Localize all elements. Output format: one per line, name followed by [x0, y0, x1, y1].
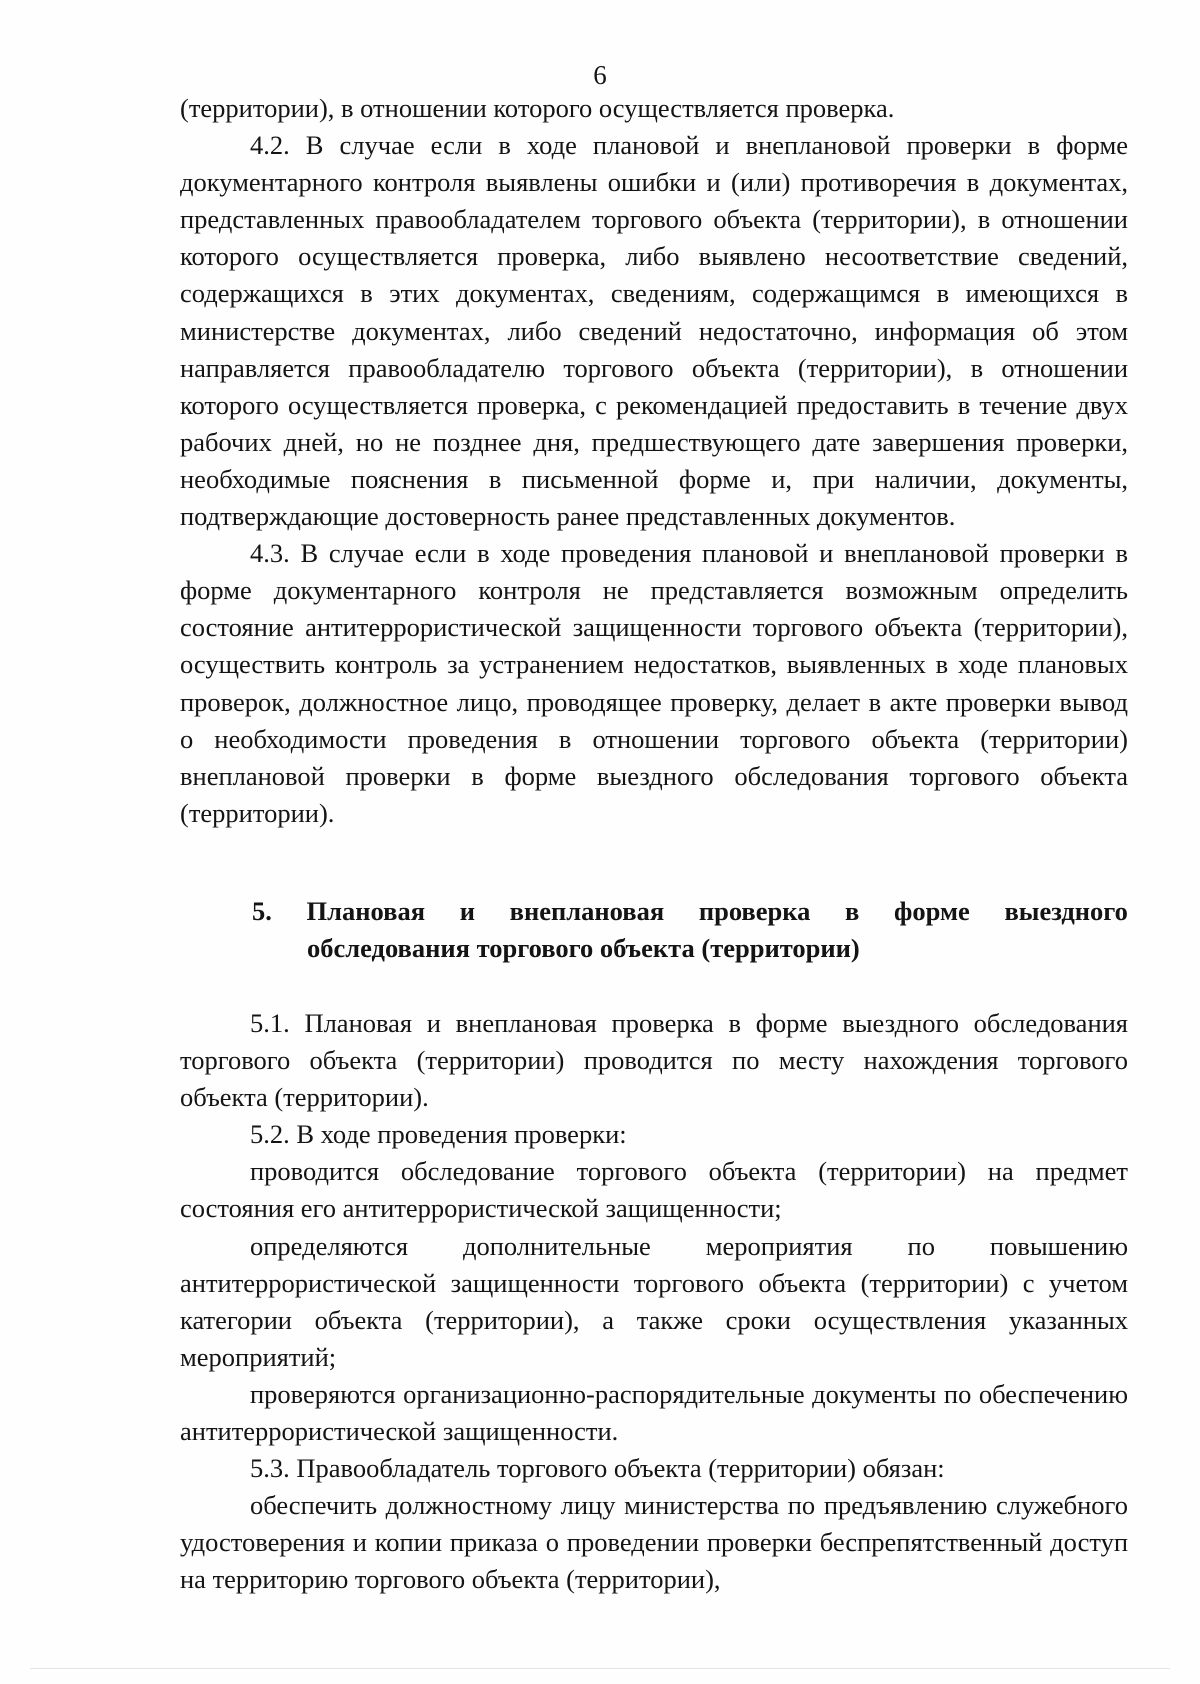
page-number: 6 — [593, 60, 607, 90]
section-5-heading-line-2: обследования торгового объекта (территории) — [307, 933, 860, 963]
section-4-text — [180, 90, 1128, 832]
paragraph-4-1-end: (территории), в отношении которого осуществляется проверка. — [180, 93, 895, 123]
section-5-text — [180, 1005, 1128, 1599]
heading-word: Плановая — [306, 896, 426, 926]
paragraph-5-2-item: определяются дополнительные мероприятия по повышению антитеррористической защищенности торгового объекта (территории) с учетом категории объекта (территории), а также сроки осуществления указанных мероприятий; — [180, 1230, 1128, 1372]
paragraph-4-3: 4.3. В случае если в ходе проведения плановой и внеплановой проверки в форме документарного контроля не представляется возможным определить состояние антитеррористической защищенности торгового объекта (территории), осуществить контроль за устранением недостатков, выявленных в ходе плановых проверок, должностное лицо, проводящее проверку, делает в акте проверки вывод о необходимости проведения в отношении торгового объекта (территории) внеплановой проверки в форме выездного обследования торгового объекта (территории). — [180, 538, 1128, 828]
heading-word: внеплановая — [509, 896, 665, 926]
paragraph-5-2-intro: 5.2. В ходе проведения проверки: — [250, 1119, 627, 1150]
heading-word: выездного — [1004, 896, 1128, 926]
paragraph-5-3-item: обеспечить должностному лицу министерства по предъявлению служебного удостоверения и копии приказа о проведении проверки беспрепятственный доступ на территорию торгового объекта (территории), — [180, 1490, 1128, 1595]
paragraph-5-2-item: проверяются организационно-распорядительные документы по обеспечению антитеррористической защищенности. — [180, 1378, 1128, 1447]
heading-word: и — [459, 896, 475, 926]
heading-word: проверка — [698, 896, 811, 926]
paragraph-5-3-intro: 5.3. Правообладатель торгового объекта (территории) обязан: — [250, 1453, 945, 1484]
paragraph-5-2-item: проводится обследование торгового объекта (территории) на предмет состояния его антитеррористической защищенности; — [180, 1156, 1128, 1224]
section-5-heading-line-1 — [252, 893, 1128, 930]
heading-word: в — [845, 896, 860, 926]
paragraph-4-2: 4.2. В случае если в ходе плановой и внеплановой проверки в форме документарного контроля выявлены ошибки и (или) противоречия в документах, представленных правообладателем торгового объекта (территории), в отношении которого осуществляется проверка, либо выявлено несоответствие сведений, содержащихся в этих документах, сведениям, содержащимся в имеющихся в министерстве документах, либо сведений недостаточно, информация об этом направляется правообладателю торгового объекта (территории), в отношении которого осуществляется проверка, с рекомендацией предоставить в течение двух рабочих дней, но не позднее дня, предшествующего дате завершения проверки, необходимые пояснения в письменной форме и, при наличии, документы, подтверждающие достоверность ранее представленных документов. — [180, 130, 1128, 532]
heading-number: 5. — [252, 896, 272, 926]
section-5-heading — [252, 893, 1128, 967]
heading-word: форме — [894, 896, 970, 926]
scan-edge-line — [30, 1668, 1170, 1669]
paragraph-5-1: 5.1. Плановая и внеплановая проверка в форме выездного обследования торгового объекта (территории) проводится по месту нахождения торгового объекта (территории). — [180, 1008, 1128, 1113]
